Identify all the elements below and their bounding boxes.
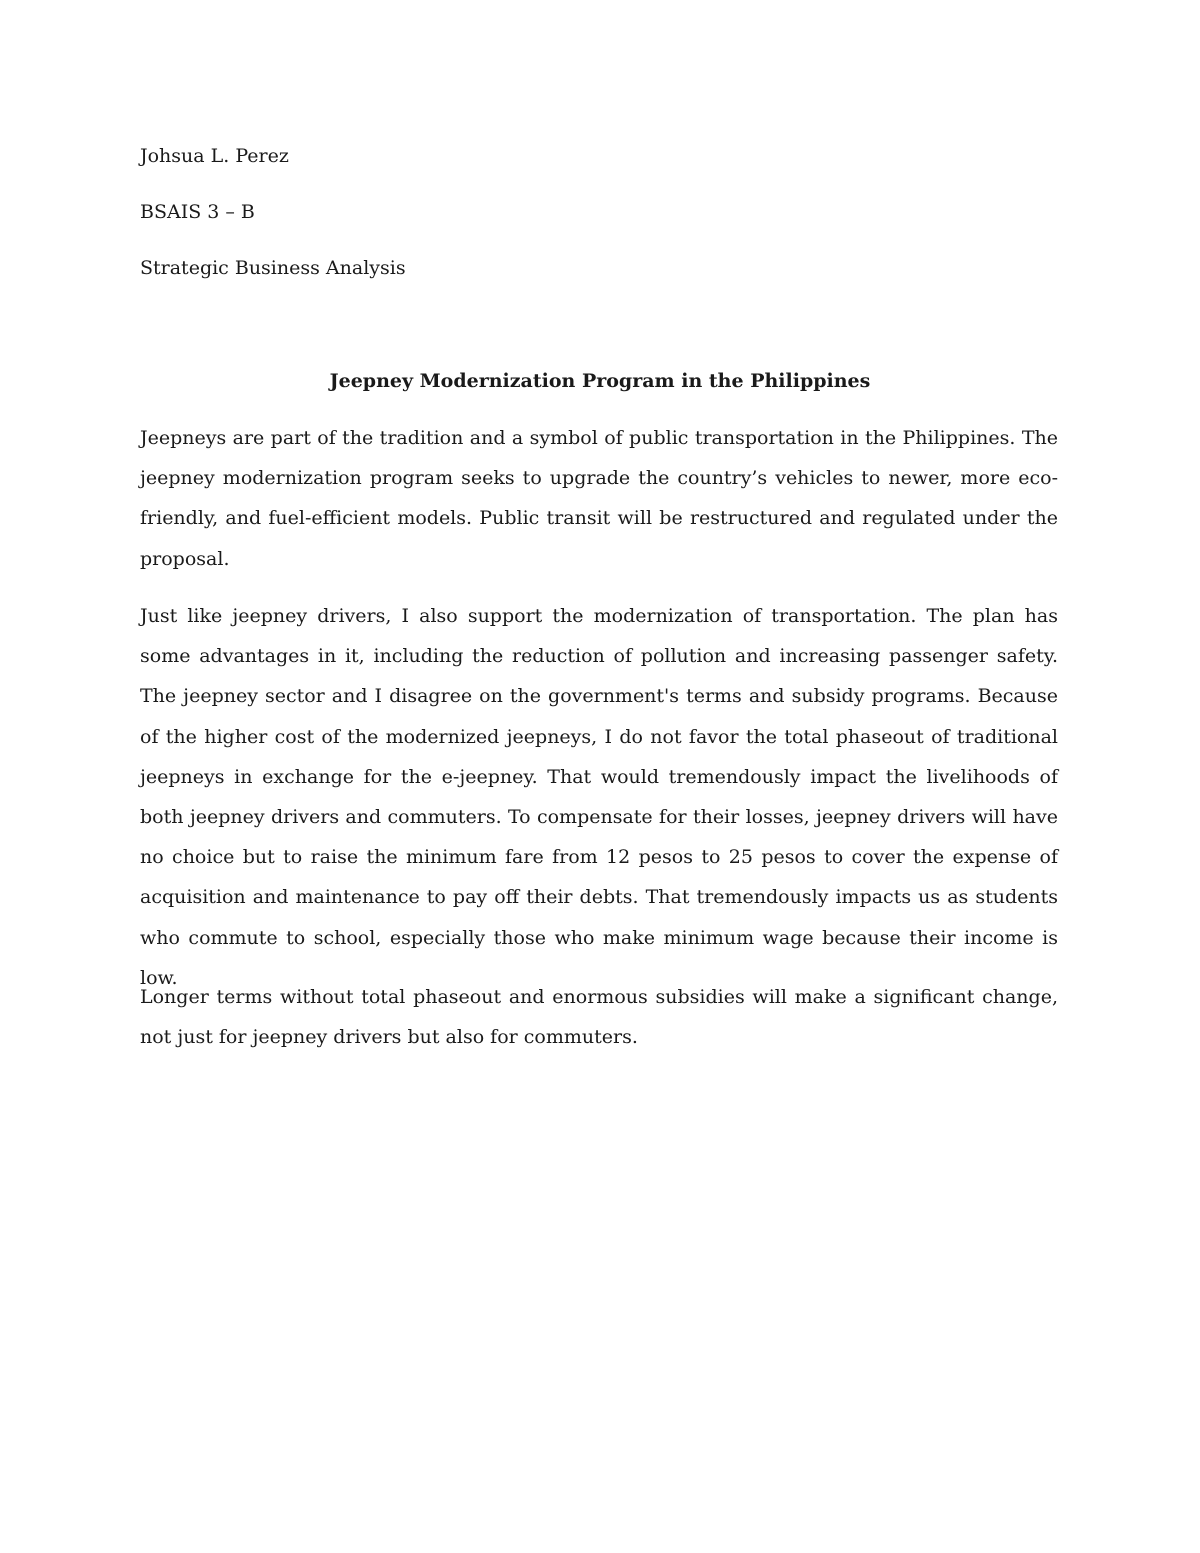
body-paragraph-3: Longer terms without total phaseout and enormous subsidies will make a significant change, not just for jeepney drivers but also for commuters.	[140, 986, 1058, 1049]
course-name: Strategic Business Analysis	[140, 257, 406, 279]
paragraph-block	[140, 596, 1058, 1014]
body-paragraph-1: Jeepneys are part of the tradition and a symbol of public transportation in the Philippines. The jeepney modernization program seeks to upgrade the country’s vehicles to newer, more eco-friendly, and fuel-efficient models. Public transit will be restructured and regulated under the proposal.	[140, 427, 1058, 570]
body-paragraph-2: Just like jeepney drivers, I also support the modernization of transportation. The plan has some advantages in it, including the reduction of pollution and increasing passenger safety. The jeepney sector and I disagree on the government's terms and subsidy programs. Because of the higher cost of the modernized jeepneys, I do not favor the total phaseout of traditional jeepneys in exchange for the e-jeepney. That would tremendously impact the livelihoods of both jeepney drivers and commuters. To compensate for their losses, jeepney drivers will have no choice but to raise the minimum fare from 12 pesos to 25 pesos to cover the expense of acquisition and maintenance to pay off their debts. That tremendously impacts us as students who commute to school, especially those who make minimum wage because their income is low.	[140, 605, 1058, 989]
paragraph-block	[140, 977, 1058, 1073]
paragraph-block	[140, 418, 1058, 595]
author-name: Johsua L. Perez	[140, 145, 289, 167]
class-section: BSAIS 3 – B	[140, 201, 255, 223]
document-title: Jeepney Modernization Program in the Philippines	[329, 370, 871, 392]
